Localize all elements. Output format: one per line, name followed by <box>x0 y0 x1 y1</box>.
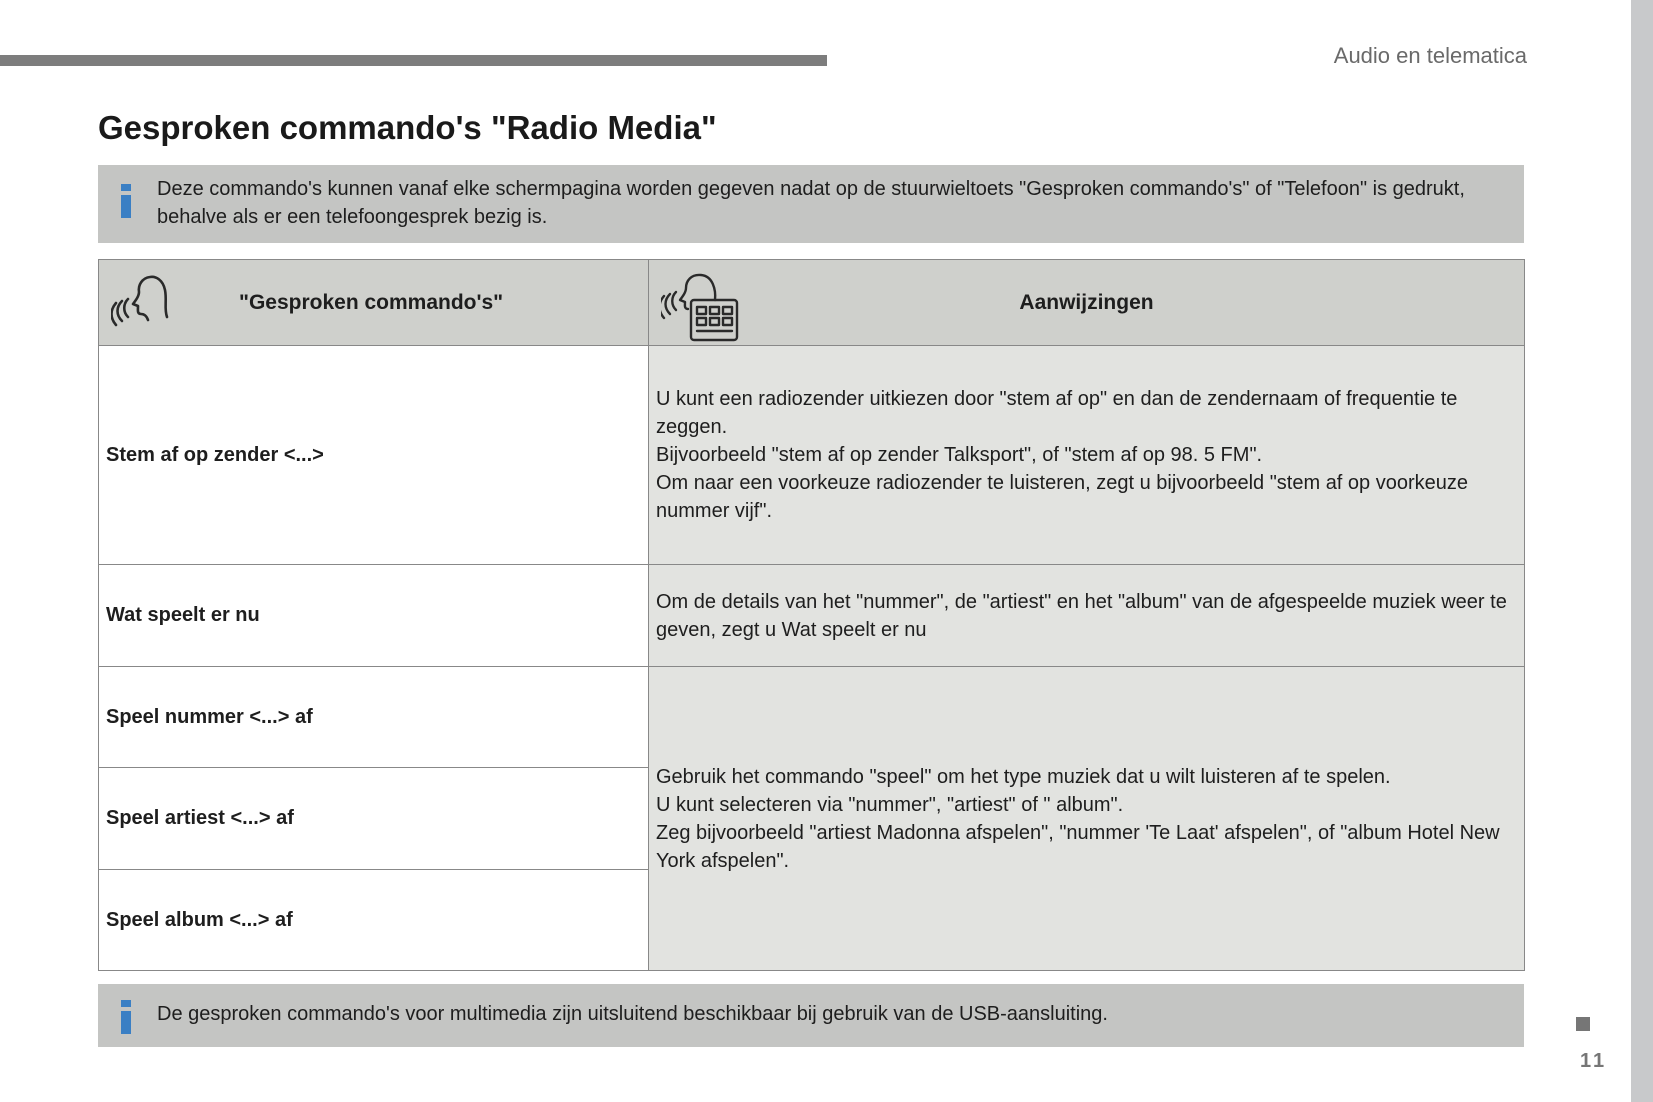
speaking-head-icon <box>111 270 171 330</box>
info-icon <box>120 184 132 218</box>
hint-line: Gebruik het commando "speel" om het type muziek dat u wilt luisteren af te spelen. <box>656 765 1391 788</box>
hint-line: U kunt een radiozender uitkiezen door "stem af op" en dan de zendernaam of frequentie te zeggen. <box>656 388 1458 438</box>
command-cell: Speel album <...> af <box>99 870 649 971</box>
info-icon <box>120 1000 132 1034</box>
info-note-top <box>98 165 1524 243</box>
command-cell: Stem af op zender <...> <box>99 346 649 565</box>
hint-cell <box>649 346 1525 565</box>
top-rule <box>0 55 827 66</box>
header-commands-label: "Gesproken commando's" <box>239 291 504 314</box>
hint-cell: Om de details van het "nummer", de "artiest" en het "album" van de afgespeelde muziek weer te geven, zegt u Wat speelt er nu <box>649 565 1525 667</box>
command-cell: Speel nummer <...> af <box>99 667 649 768</box>
header-hints-label: Aanwijzingen <box>1019 291 1154 314</box>
header-commands <box>99 260 649 346</box>
info-note-text: Deze commando's kunnen vanaf elke schermpagina worden gegeven nadat op de stuurwieltoets "Gesproken commando's" of "Telefoon" is gedrukt, behalve als er een telefoongesprek bezig is. <box>157 178 1465 228</box>
hint-cell <box>649 667 1525 971</box>
table-row <box>99 565 1525 667</box>
info-note-bottom <box>98 984 1524 1047</box>
side-strip <box>1631 0 1653 1102</box>
hint-line: U kunt selecteren via "nummer", "artiest" of " album". <box>656 793 1124 816</box>
hint-line: Om naar een voorkeuze radiozender te luisteren, zegt u bijvoorbeeld "stem af op voorkeuze nummer vijf". <box>656 472 1469 522</box>
command-cell: Wat speelt er nu <box>99 565 649 667</box>
command-cell: Speel artiest <...> af <box>99 768 649 870</box>
page-title: Gesproken commando's "Radio Media" <box>98 109 717 146</box>
hint-line: Bijvoorbeeld "stem af op zender Talksport", of "stem af op 98. 5 FM". <box>656 444 1263 466</box>
header-hints <box>649 260 1525 346</box>
voice-command-table <box>98 259 1525 971</box>
info-note-text: De gesproken commando's voor multimedia zijn uitsluitend beschikbaar bij gebruik van de USB-aansluiting. <box>157 1003 1108 1025</box>
page-number: 11 <box>1580 1050 1608 1072</box>
table-row <box>99 667 1525 768</box>
corner-marker <box>1576 1017 1590 1031</box>
section-label: Audio en telematica <box>1333 43 1527 68</box>
table-header-row <box>99 260 1525 346</box>
hint-line: Zeg bijvoorbeeld "artiest Madonna afspelen", "nummer 'Te Laat' afspelen", of "album Hotel New York afspelen". <box>656 821 1500 872</box>
table-row <box>99 346 1525 565</box>
